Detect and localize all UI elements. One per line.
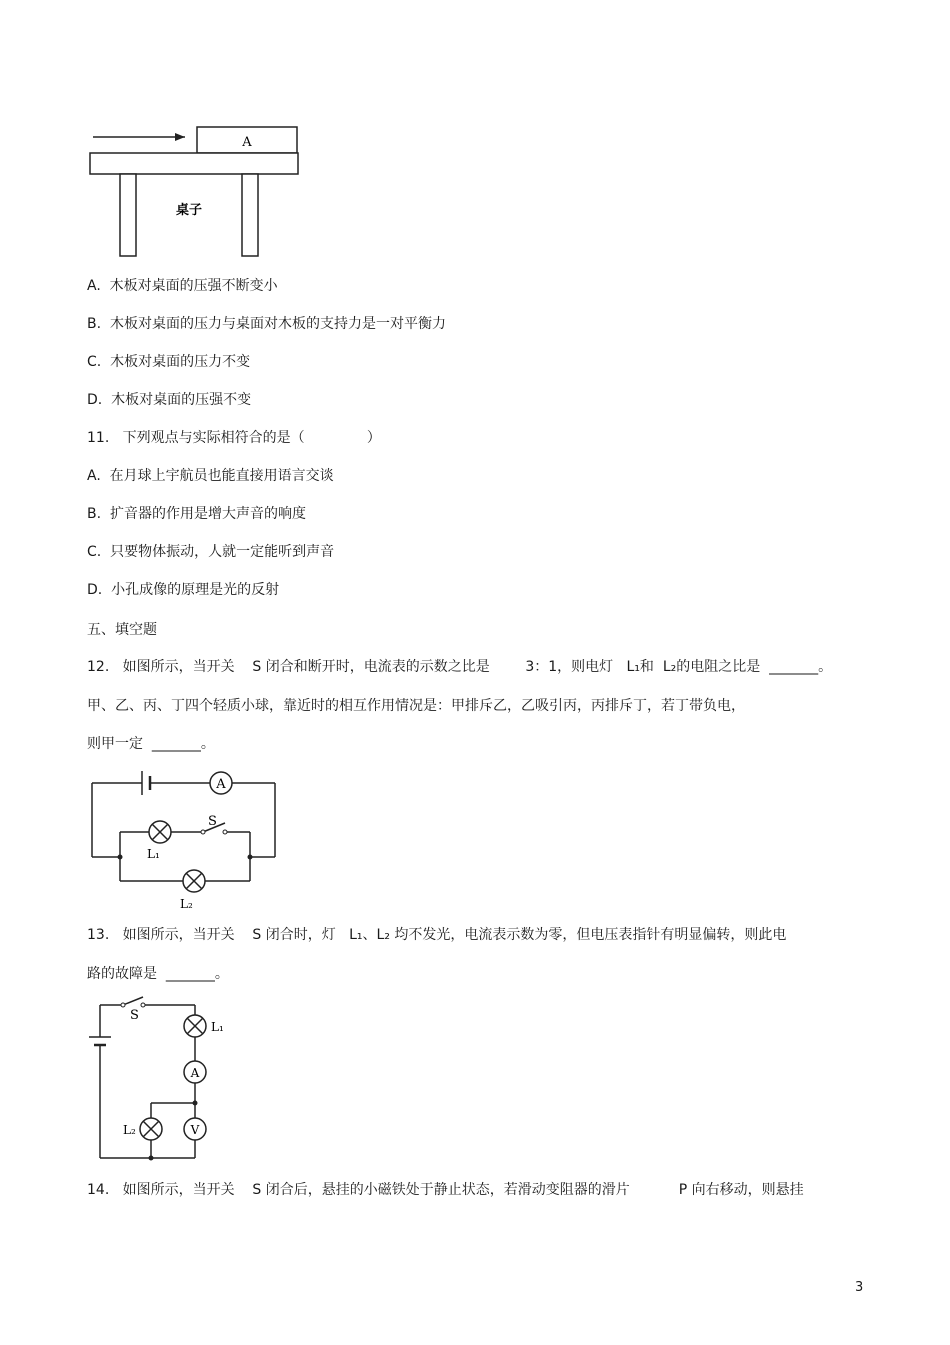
- q11-option-c: C. 只要物体振动，人就一定能听到声音: [87, 544, 335, 560]
- lamp1-label: L₁: [147, 847, 160, 861]
- section-title: 五、填空题: [87, 622, 157, 638]
- q10-table-figure: [85, 120, 305, 260]
- switch-label: S: [208, 814, 217, 829]
- ammeter-label: A: [190, 1066, 200, 1080]
- block-label: A: [242, 135, 252, 150]
- lamp2-label: L₂: [180, 897, 193, 911]
- q11-option-a: A. 在月球上宇航员也能直接用语言交谈: [87, 468, 334, 484]
- q12-line3: 则甲一定 _______。: [87, 736, 215, 752]
- q11-option-d: D. 小孔成像的原理是光的反射: [87, 582, 280, 598]
- q10-option-b: B. 木板对桌面的压力与桌面对木板的支持力是一对平衡力: [87, 316, 446, 332]
- q13-circuit-figure: [85, 995, 245, 1165]
- q12-line1: 12. 如图所示，当开关 S 闭合和断开时，电流表的示数之比是 3：1，则电灯 L₁和 L₂的电阻之比是 _______。: [87, 659, 833, 675]
- q12-line2: 甲、乙、丙、丁四个轻质小球，靠近时的相互作用情况是：甲排斥乙，乙吸引丙，丙排斥丁，若丁带负电，: [87, 698, 745, 714]
- q10-option-c: C. 木板对桌面的压力不变: [87, 354, 251, 370]
- table-label: 桌子: [175, 203, 203, 218]
- q13-line1: 13. 如图所示，当开关 S 闭合时，灯 L₁、L₂ 均不发光，电流表示数为零，但电压表指针有明显偏转，则此电: [87, 927, 787, 943]
- q14-line1: 14. 如图所示，当开关 S 闭合后，悬挂的小磁铁处于静止状态，若滑动变阻器的滑片 P 向右移动，则悬挂: [87, 1182, 804, 1198]
- lamp1-label: L₁: [211, 1020, 224, 1034]
- q13-line2: 路的故障是 _______。: [87, 966, 229, 982]
- ammeter-label: A: [216, 777, 226, 792]
- q10-option-a: A. 木板对桌面的压强不断变小: [87, 278, 278, 294]
- q11-stem: 11. 下列观点与实际相符合的是（ ）: [87, 430, 381, 446]
- lamp2-label: L₂: [123, 1123, 136, 1137]
- switch-label: S: [130, 1008, 139, 1023]
- q11-option-b: B. 扩音器的作用是增大声音的响度: [87, 506, 306, 522]
- voltmeter-label: V: [190, 1123, 200, 1137]
- q10-option-d: D. 木板对桌面的压强不变: [87, 392, 252, 408]
- page-number: 3: [855, 1280, 864, 1295]
- q12-circuit-figure: [85, 765, 290, 915]
